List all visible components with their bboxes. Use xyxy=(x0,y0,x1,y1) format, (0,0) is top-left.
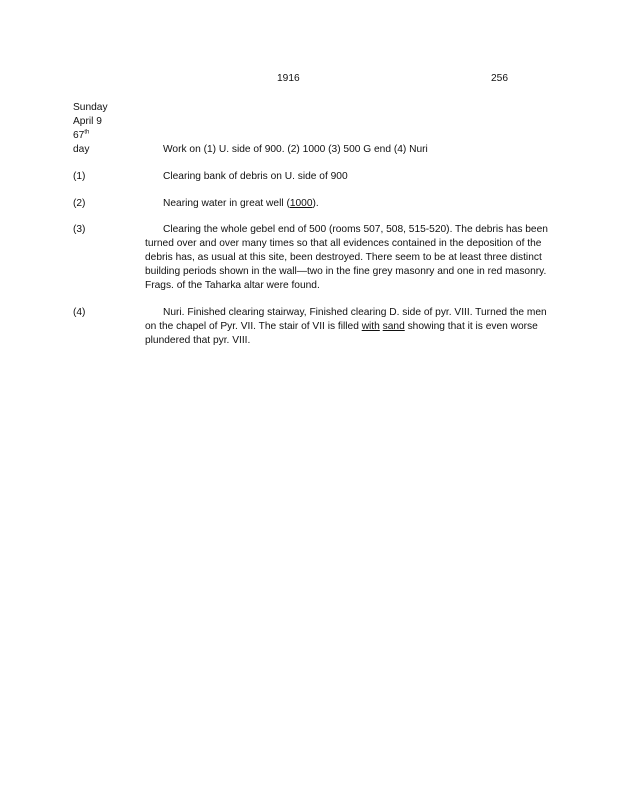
weekday: Sunday xyxy=(73,102,108,113)
entry-text: Nearing water in great well (1000). xyxy=(163,198,319,209)
work-summary: Work on (1) U. side of 900. (2) 1000 (3) 500 G end (4) Nuri xyxy=(163,144,428,155)
entry-label: (4) xyxy=(73,307,86,318)
underlined-text: with xyxy=(361,321,380,332)
underlined-text: 1000 xyxy=(289,198,313,209)
day-suffix: th xyxy=(84,129,90,136)
page-number: 256 xyxy=(491,73,508,84)
year-heading: 1916 xyxy=(277,73,300,84)
day-number: 67 xyxy=(73,130,85,141)
entry-label: (2) xyxy=(73,198,86,209)
day-count xyxy=(73,129,89,143)
month-day: April 9 xyxy=(73,116,102,127)
entry-label: (1) xyxy=(73,171,86,182)
entry-paragraph: Nuri. Finished clearing stairway, Finished clearing D. side of pyr. VIII. Turned the men on the chapel of Pyr. VII. The stair of VII is filled with sand showing that it is even worse plundered that pyr. VIII. xyxy=(145,307,547,346)
day-word: day xyxy=(73,144,90,155)
entry-text: Clearing bank of debris on U. side of 900 xyxy=(163,171,348,182)
entry-paragraph: Clearing the whole gebel end of 500 (rooms 507, 508, 515-520). The debris has been turned over and over many times so that all evidences contained in the deposition of the debris has, as usual at this site, been destroyed. There seem to be at least three distinct building periods shown in the wall—two in the fine grey masonry and one in red masonry. Frags. of the Taharka altar were found. xyxy=(145,224,548,291)
underlined-text: sand xyxy=(382,321,405,332)
entry-label: (3) xyxy=(73,224,86,235)
